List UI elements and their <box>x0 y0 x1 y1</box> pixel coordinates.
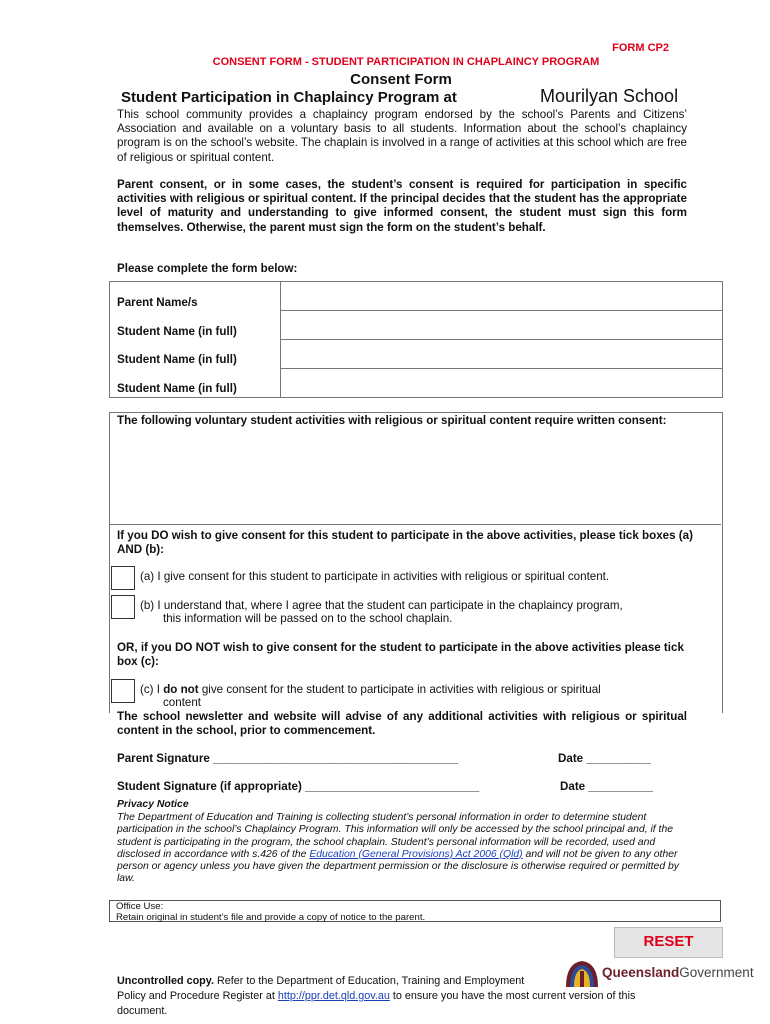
option-c-line2: content <box>163 696 202 709</box>
student-name-label-1: Student Name (in full) <box>117 325 237 338</box>
activities-heading: The following voluntary student activities with religious or spiritual content require written consent: <box>117 414 667 427</box>
checkbox-b[interactable] <box>111 595 135 619</box>
privacy-text: The Department of Education and Training is collecting student’s personal information in order to determine student participation in the school’s Chaplaincy Program. This information will only be accessed by the school principal and, if the student is participating in the program, the school chaplain. Student’s personal information will be recorded, used and disclosed in accordance with s.426 of the Education (General Provisions) Act 2006 (Qld) and will not be given to any other person or agency unless you have given the department permission or the disclosure is otherwise required or permitted by law. <box>117 812 679 885</box>
option-c-text: (c) I do not give consent for the student to participate in activities with religious or spiritual <box>140 683 601 696</box>
consent-requirement-paragraph: Parent consent, or in some cases, the student’s consent is required for participation in specific activities with religious or spiritual content. If the principal decides that the student has the appropriate level of maturity and understanding to give informed consent, the student must sign this form themselves. Otherwise, the parent must sign the form on the student’s behalf. <box>117 178 687 234</box>
checkbox-a[interactable] <box>111 566 135 590</box>
footer-note: Uncontrolled copy. Refer to the Department of Education, Training and Employment Policy and Procedure Register at http://ppr.det.qld.gov.au to ensure you have the most current version of this document. <box>117 975 636 1017</box>
parent-name-label: Parent Name/s <box>117 296 198 309</box>
office-use-instruction: Retain original in student’s file and provide a copy of notice to the parent. <box>116 911 426 923</box>
form-instruction: Please complete the form below: <box>117 262 298 275</box>
no-consent-heading: OR, if you DO NOT wish to give consent for the student to participate in the above activities please tick box (c): <box>117 641 684 669</box>
privacy-heading: Privacy Notice <box>117 799 189 810</box>
parent-name-field[interactable] <box>281 282 719 309</box>
parent-date-line[interactable]: Date __________ <box>558 752 651 765</box>
reset-button[interactable]: RESET <box>614 927 723 958</box>
intro-paragraph: This school community provides a chaplaincy program endorsed by the school’s Parents and Citizens’ Association and available on a voluntary basis to all students. Information about the school’s chaplaincy program is on the school’s website. The chaplain is involved in a range of activities at this school which are free of religious or spiritual content. <box>117 108 687 164</box>
student-name-field-2[interactable] <box>281 340 719 367</box>
student-name-label-3: Student Name (in full) <box>117 382 237 395</box>
office-use-box <box>109 900 721 922</box>
ppr-link[interactable]: http://ppr.det.qld.gov.au <box>277 990 390 1002</box>
consent-heading: If you DO wish to give consent for this student to participate in the above activities, please tick boxes (a) AND (b): <box>117 529 693 557</box>
parent-signature-line[interactable]: Parent Signature ______________________________________ <box>117 752 459 765</box>
newsletter-notice: The school newsletter and website will advise of any additional activities with religious or spiritual content in the school, prior to commencement. <box>117 710 687 738</box>
student-date-line[interactable]: Date __________ <box>560 780 653 793</box>
form-code: FORM CP2 <box>612 42 669 54</box>
page-title: Consent Form <box>350 71 452 88</box>
legislation-link[interactable]: Education (General Provisions) Act 2006 (Qld) <box>309 848 523 860</box>
activities-list-field[interactable] <box>117 443 715 521</box>
checkbox-c[interactable] <box>111 679 135 703</box>
student-name-field-1[interactable] <box>281 311 719 338</box>
option-b-line1: (b) I understand that, where I agree that the student can participate in the chaplaincy program, <box>140 599 623 612</box>
student-name-label-2: Student Name (in full) <box>117 353 237 366</box>
queensland-government-logo: QueenslandGovernment <box>602 965 754 980</box>
option-a-text: (a) I give consent for this student to participate in activities with religious or spiritual content. <box>140 570 610 583</box>
red-form-title: CONSENT FORM - STUDENT PARTICIPATION IN CHAPLAINCY PROGRAM <box>212 56 600 68</box>
student-name-field-3[interactable] <box>281 369 719 396</box>
student-signature-line[interactable]: Student Signature (if appropriate) ___________________________ <box>117 780 480 793</box>
page-subtitle: Student Participation in Chaplaincy Program at <box>121 89 457 106</box>
office-use-label: Office Use: <box>116 901 164 912</box>
school-name: Mourilyan School <box>540 86 679 106</box>
option-b-line2: this information will be passed on to the school chaplain. <box>163 612 453 625</box>
